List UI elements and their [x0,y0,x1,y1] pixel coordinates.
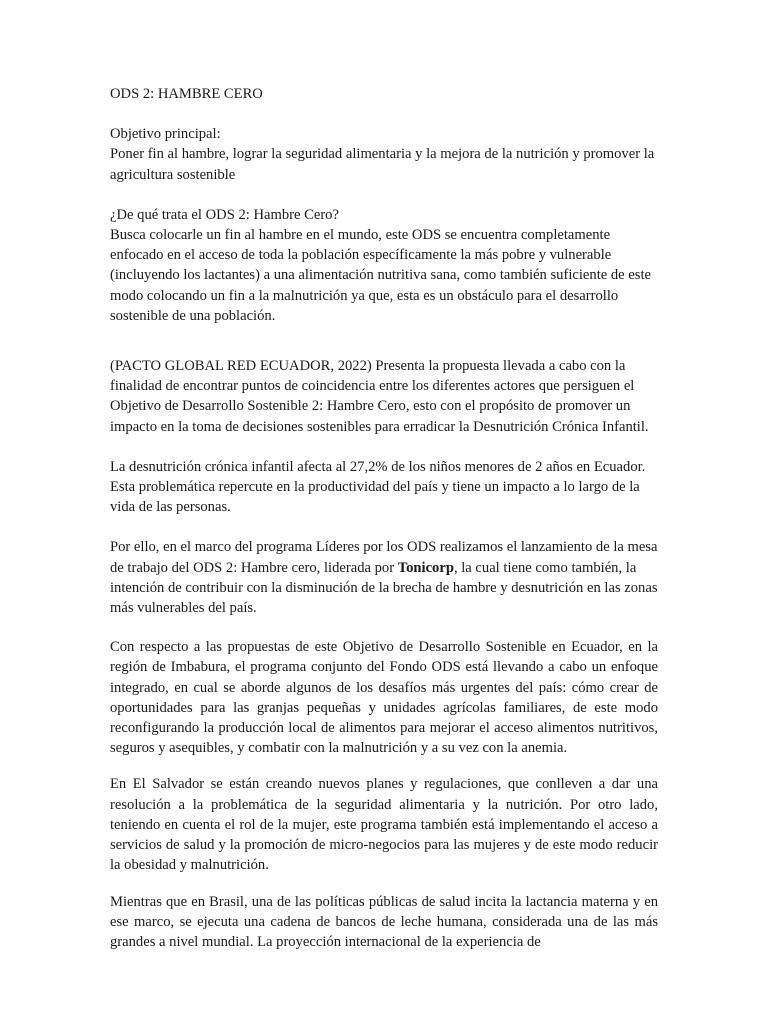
objective-section [110,124,658,185]
document-body [110,84,658,952]
desnutricion-paragraph: La desnutrición crónica infantil afecta al 27,2% de los niños menores de 2 años en Ecuador. Esta problemática repercute en la productividad del país y tiene un impacto a lo largo de la vida de las personas. [110,458,646,516]
about-section [110,205,658,326]
objective-text: Poner fin al hambre, lograr la seguridad alimentaria y la mejora de la nutrición y promover la agricultura sostenible [110,146,655,183]
tonicorp-name: Tonicorp [397,559,454,576]
about-question: ¿De qué trata el ODS 2: Hambre Cero? [110,206,339,223]
brasil-paragraph: Mientras que en Brasil, una de las políticas públicas de salud incita la lactancia materna y en ese marco, se ejecuta una cadena de bancos de leche humana, considerada una de las más grandes a nivel mundial. La proyección internacional de la experiencia de [110,893,658,950]
imbabura-paragraph: Con respecto a las propuestas de este Objetivo de Desarrollo Sostenible en Ecuador, en la región de Imbabura, el programa conjunto del Fondo ODS está llevando a cabo un enfoque integrado, en cual se aborde algunos de los desafíos más urgentes del país: cómo crear de oportunidades para las granjas pequeñas y unidades agrícolas familiares, de este modo reconfigurando la producción local de alimentos para mejorar el acceso alimentos nutritivos, seguros y asequibles, y combatir con la malnutrición y a su vez con la anemia. [110,639,658,757]
pacto-paragraph: (PACTO GLOBAL RED ECUADOR, 2022) Presenta la propuesta llevada a cabo con la finalidad de encontrar puntos de coincidencia entre los diferentes actores que persiguen el Objetivo de Desarrollo Sostenible 2: Hambre Cero, esto con el propósito de promover un impacto en la toma de decisiones sostenibles para erradicar la Desnutrición Crónica Infantil. [110,358,649,435]
lideres-paragraph [110,537,658,618]
document-title: ODS 2: HAMBRE CERO [110,86,263,102]
about-text: Busca colocarle un fin al hambre en el mundo, este ODS se encuentra completamente enfocado en el acceso de toda la población específicamente la más pobre y vulnerable (incluyendo los lactantes) a una alimentación nutritiva sana, como también suficiente de este modo colocando un fin a la malnutrición ya que, esta es un obstáculo para el desarrollo sostenible de una población. [110,227,651,324]
lideres-text-before: Por ello, en el marco del programa Líderes por los ODS realizamos el lanzamiento de la mesa de trabajo del ODS 2: Hambre cero, liderada por [110,539,658,576]
salvador-paragraph: En El Salvador se están creando nuevos planes y regulaciones, que conlleven a dar una resolución a la problemática de la seguridad alimentaria y la nutrición. Por otro lado, teniendo en cuenta el rol de la mujer, este programa también está implementando el acceso a servicios de salud y la promoción de micro-negocios para las mujeres y de este modo reducir la obesidad y malnutrición. [110,776,658,874]
lideres-text-after: , la cual tiene como también, la intención de contribuir con la disminución de la brecha de hambre y desnutrición en las zonas más vulnerables del país. [110,559,658,617]
objective-heading: Objetivo principal: [110,126,221,143]
